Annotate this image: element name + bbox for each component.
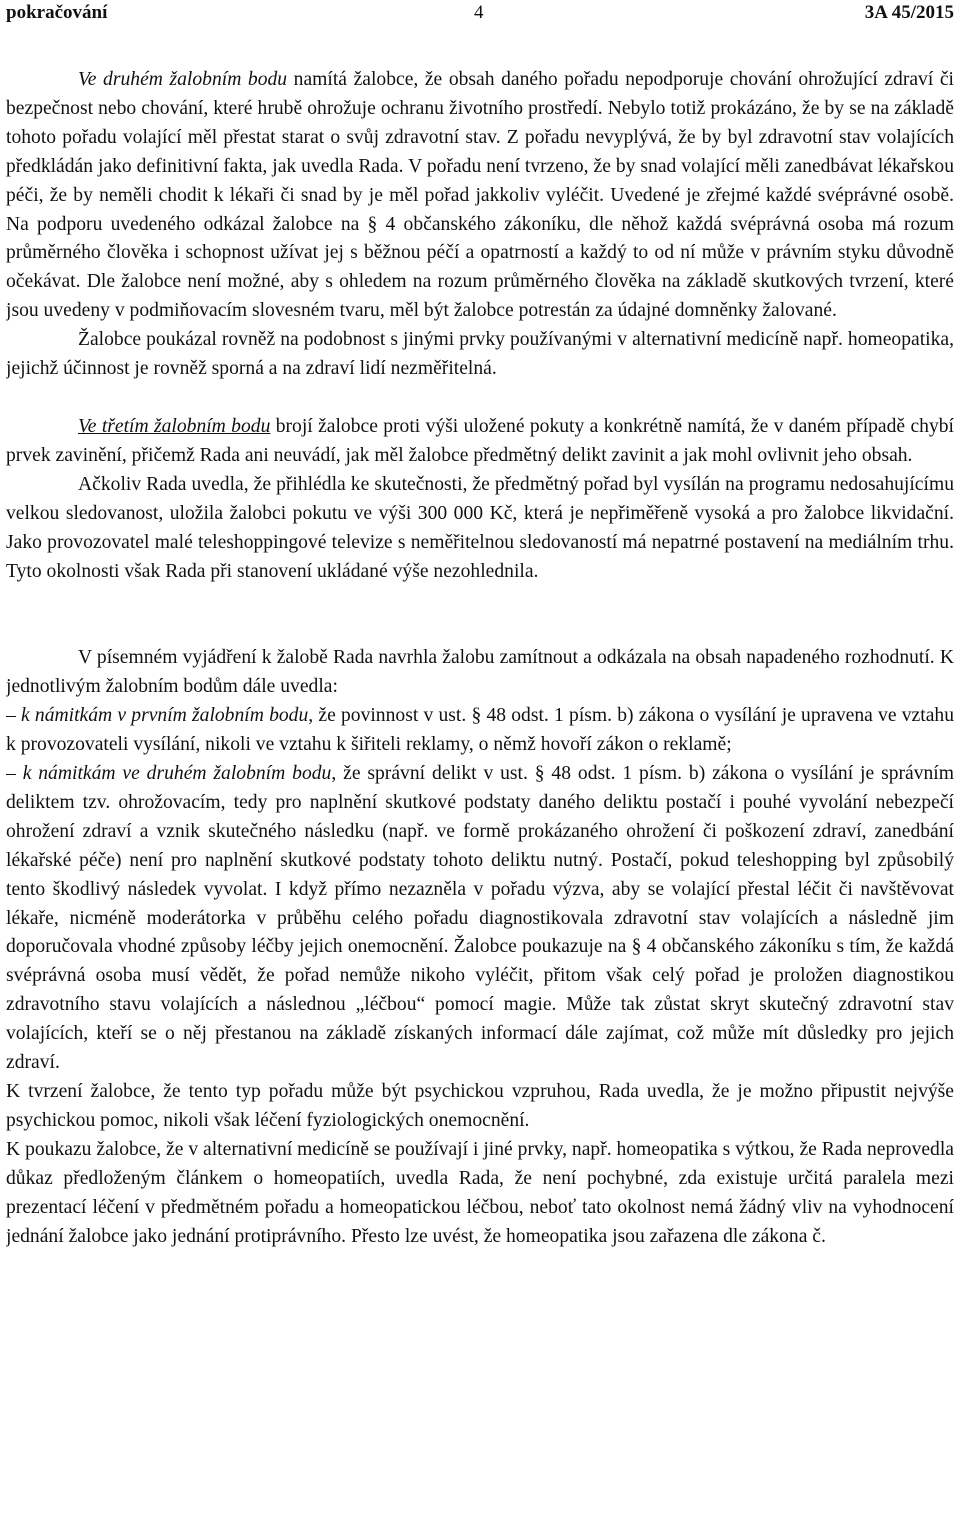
list-item-first-point (6, 702, 954, 760)
list-text: , že správní delikt v ust. § 48 odst. 1 písm. b) zákona o vysílání je správním deliktem tzv. ohrožovacím, tedy pro naplnění skutkové podstaty daného deliktu postačí i pouhé vyvolání nebezpečí ohrožení zdraví a vznik skutečného následku (např. ve formě prokázaného ohrožení či poškození zdraví, zanedbání lékařské péče) není pro naplnění skutkové podstaty tohoto deliktu nutný. Postačí, pokud teleshopping byl způsobilý tento škodlivý následek vyvolat. I když přímo nezazněla v pořadu výzva, aby se volající přestal léčit či navštěvovat lékaře, nicméně moderátorka v průběhu celého pořadu diagnostikovala zdravotní stav volajících a následně jim doporučovala vhodné způsoby léčby jejich onemocnění. Žalobce poukazuje na § 4 občanského zákoníku s tím, že každá svéprávná osoba musí vědět, že pořad nemůže nikoho vyléčit, přitom však celý pořad je proložen diagnostikou zdravotního stavu volajících a následnou „léčbou“ pomocí magie. Může tak zůstat skryt skutečný zdravotní stav volajících, kteří se o něj přestanou na základě získaných informací dále zajímat, což může mít důsledky pro jejich zdraví. (6, 763, 954, 1074)
header-continuation-label: pokračování (6, 2, 108, 23)
list-dash: – (6, 705, 22, 727)
paragraph-psychological-help: K tvrzení žalobce, že tento typ pořadu může být psychickou vzpruhou, Rada uvedla, že je možno připustit nejvýše psychickou pomoc, nikoli však léčení fyziologických onemocnění. (6, 1081, 954, 1131)
paragraph-gap (6, 384, 954, 413)
document-page (6, 0, 954, 1521)
paragraph-council-response: V písemném vyjádření k žalobě Rada navrhla žalobu zamítnout a odkázala na obsah napadeného rozhodnutí. K jednotlivým žalobním bodům dále uvedla: (6, 647, 954, 698)
paragraph-lead-italic: Ve druhém žalobním bodu (78, 69, 288, 90)
paragraph-second-complaint (6, 66, 954, 326)
paragraph-fine-amount: Ačkoliv Rada uvedla, že přihlédla ke skutečnosti, že předmětný pořad byl vysílán na programu nedosahujícímu velkou sledovanost, uložila žalobci pokutu ve výši 300 000 Kč, která je nepřiměřeně vysoká a pro žalobce likvidační. Jako provozovatel malé teleshoppingové televize s neměřitelnou sledovaností má nepatrné postavení na mediálním trhu. Tyto okolnosti však Rada při stanovení ukládané výše nezohlednila. (6, 473, 954, 582)
header-case-number: 3A 45/2015 (864, 2, 954, 23)
document-body (6, 66, 954, 1251)
paragraph-alternative-medicine: K poukazu žalobce, že v alternativní medicíně se používají i jiné prvky, např. homeopatika s výtkou, že Rada neprovedla důkaz předloženým článkem o homeopatiích, uvedla Rada, že není pochybné, zda existuje určitá paralela mezi prezentací léčení v předmětném pořadu a homeopatickou léčbou, neboť tato okolnost nemá žádný vliv na vyhodnocení jednání žalobce jako jednání protiprávního. Přesto lze uvést, že homeopatika jsou zařazena dle zákona č. (6, 1138, 954, 1247)
paragraph-third-complaint (6, 413, 954, 471)
header-page-number: 4 (474, 2, 484, 23)
paragraph-lead-italic-underlined: Ve třetím žalobním bodu (78, 415, 271, 437)
page-header (6, 2, 954, 28)
paragraph-text: namítá žalobce, že obsah daného pořadu nepodporuje chování ohrožující zdraví či bezpečnost nebo chování, které hrubě ohrožuje ochranu životního prostředí. Nebylo totiž prokázáno, že by se na základě tohoto pořadu volající měl přestat starat o svůj zdravotní stav. Z pořadu nevyplývá, že by byl zdravotní stav volajících předkládán jako definitivní fakta, jak uvedla Rada. V pořadu není tvrzeno, že by snad volající měli zanedbávat lékařskou péči, že by neměli chodit k lékaři či snad by je měl pořad jakkoliv vyléčit. Uvedené je zřejmé každé svéprávné osobě. Na podporu uvedeného odkázal žalobce na § 4 občanského zákoníku, dle něhož každá svéprávná osoba má rozum průměrného člověka i schopnost užívat jej s běžnou péčí a opatrností a každý to od ní může v právním styku důvodně očekávat. Dle žalobce není možné, aby s ohledem na rozum průměrného člověka na základě skutkových tvrzení, které jsou uvedeny v podmiňovacím slovesném tvaru, měl být žalobce potrestán za údajné domněnky žalované. (6, 69, 954, 322)
list-text: , že povinnost v ust. § 48 odst. 1 písm. b) zákona o vysílání je upravena ve vztahu k provozovateli vysílání, nikoli ve vztahu k šiřiteli reklamy, o němž hovoří zákon o reklamě; (6, 705, 954, 756)
paragraph-text: brojí žalobce proti výši uložené pokuty a konkrétně namítá, že v daném případě chybí prvek zavinění, přičemž Rada ani neuvádí, jak měl žalobce předmětný delikt zavinit a jak mohl ovlivnit jeho obsah. (6, 415, 954, 466)
paragraph-gap (6, 586, 954, 644)
list-lead-italic: k námitkám ve druhém žalobním bodu (22, 763, 332, 785)
paragraph-homeopathy: Žalobce poukázal rovněž na podobnost s jinými prvky používanými v alternativní medicíně např. homeopatika, jejichž účinnost je rovněž sporná a na zdraví lidí nezměřitelná. (6, 329, 954, 380)
list-item-second-point (6, 760, 954, 1078)
list-dash: – (6, 763, 23, 785)
list-lead-italic: k námitkám v prvním žalobním bodu (21, 705, 309, 727)
